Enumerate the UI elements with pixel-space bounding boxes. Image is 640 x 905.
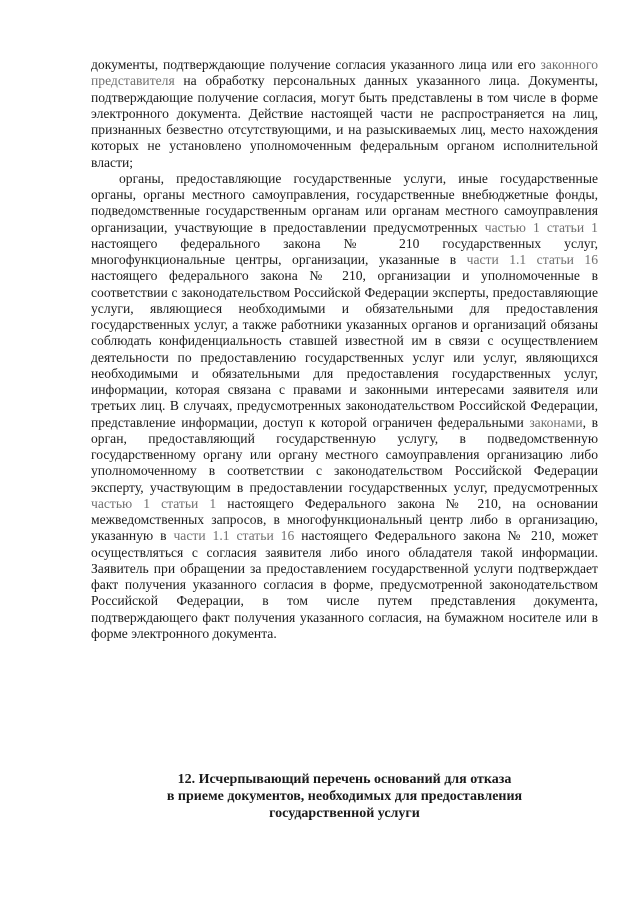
link-part1-article1[interactable]: частью 1 статьи 1 — [91, 495, 217, 511]
paragraph-text: органы, предоставляющие государственные услуги, иные государственные органы, органы местного самоуправления, государственные внебюджетные фонды, подведомственные государственным органам или органам местного самоуправления организации, участвующие в предоставлении предусмотренных — [91, 170, 598, 235]
link-part1-1-article16[interactable]: части 1.1 статьи 16 — [173, 528, 295, 544]
paragraph-text: на обработку персональных данных указанного лица. Документы, подтверждающие получение согласия, могут быть представлены в том числе в форме электронного документа. Действие настоящей части не распространяется на лиц, признанных безвестно отсутствующими, и на разыскиваемых лиц, место нахождения которых не установлено уполномоченным федеральным органом исполнительной власти; — [91, 73, 598, 170]
section-heading-line: государственной услуги — [269, 806, 420, 822]
paragraph-text: документы, подтверждающие получение согласия указанного лица или его — [91, 57, 541, 72]
paragraph-text: , в орган, предоставляющий государственную услугу, в подведомственную государственному органу или органу местного самоуправления организацию либо уполномоченному в соответствии с законодательством Российской Федерации эксперту, участвующим в предоставлении государственных услуг, предусмотренных — [91, 414, 599, 495]
section-heading-line: 12. Исчерпывающий перечень оснований для отказа — [177, 772, 512, 787]
link-laws[interactable]: законами — [529, 414, 583, 430]
paragraph-text: настоящего Федерального закона № 210, может осуществляться с согласия заявителя либо иного обладателя такой информации. Заявитель при обращении за предоставлением государственной услуги подтверждает факт получения указанного согласия в форме, предусмотренной законодательством Российской Федерации, в том числе путем представления документа, подтверждающего факт получения указанного согласия, на бумажном носителе или в форме электронного документа. — [91, 528, 598, 641]
paragraph-confidentiality — [91, 171, 598, 642]
paragraph-text: настоящего Федерального закона № 210, на основании межведомственных запросов, в многофункциональный центр либо в организацию, указанную в — [91, 495, 598, 544]
link-part1-article1[interactable]: частью 1 статьи 1 — [484, 219, 598, 235]
section-heading-line: в приеме документов, необходимых для предоставления — [166, 789, 523, 805]
paragraph-consent-documents — [91, 57, 598, 171]
paragraph-text: настоящего федерального закона № 210 государственных услуг, многофункциональные центры, организации, указанные в — [91, 235, 598, 267]
link-legal-representative[interactable]: законного представителя — [91, 57, 598, 89]
paragraph-text: настоящего федерального закона № 210, организации и уполномоченные в соответствии с законодательством Российской Федерации эксперты, предоставляющие услуги, являющиеся необходимыми и обязательными для предоставления государственных услуг, а также работники указанных органов и организаций обязаны соблюдать конфиденциальность ставшей известной им в связи с осуществлением деятельности по предоставлению государственных услуг или услуг, являющихся необходимыми и обязательными для предоставления государственных услуг, информации, которая связана с правами и законными интересами заявителя или третьих лиц. В случаях, предусмотренных законодательством Российской Федерации, представление информации, доступ к которой ограничен федеральными — [91, 268, 598, 430]
section-heading — [91, 771, 598, 823]
document-body — [91, 57, 598, 642]
link-part1-1-article16[interactable]: части 1.1 статьи 16 — [466, 252, 598, 267]
